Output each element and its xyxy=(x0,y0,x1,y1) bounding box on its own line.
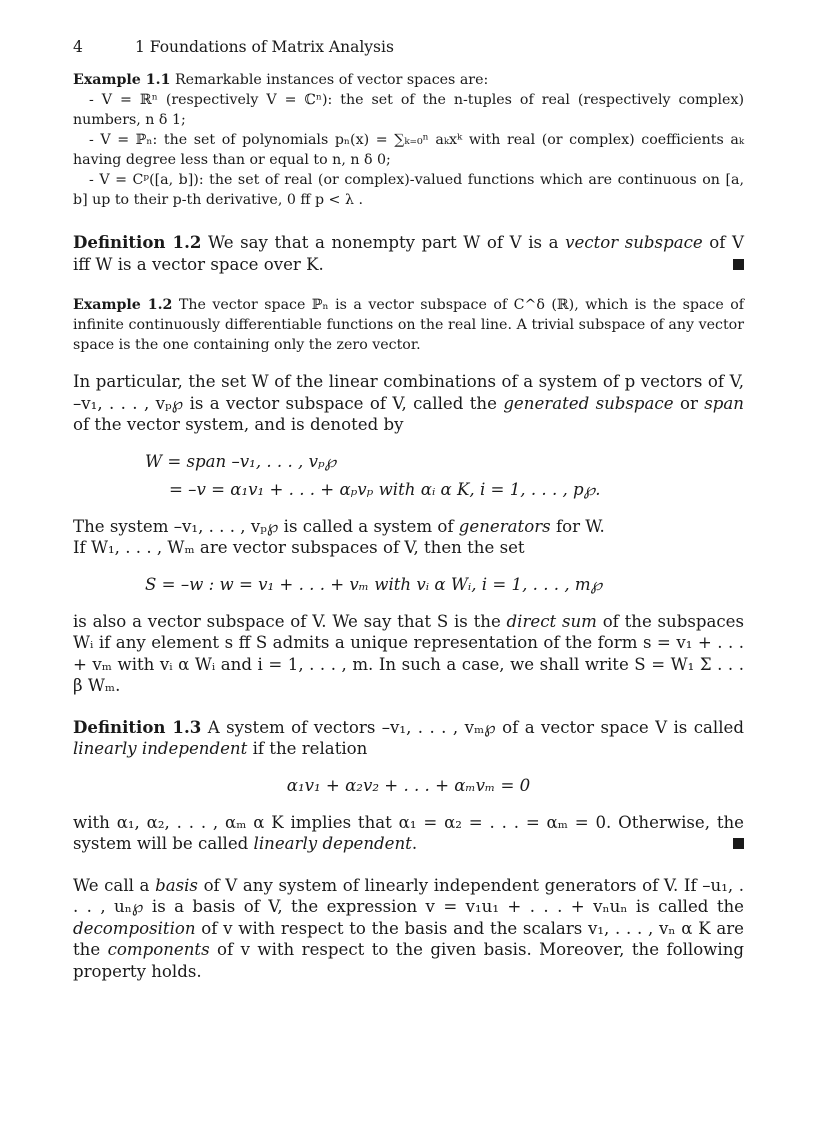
definition-1-2 xyxy=(73,232,744,275)
direct-sum-text-b: of the subspaces Wᵢ if any element s ff S admits a unique representation of the form s = v₁ + . . . + vₘ with vᵢ α Wᵢ and i = 1, . . . , m. In such a case, we shall write S = W₁ Σ . . . β Wₘ. xyxy=(73,611,745,695)
definition-1-3 xyxy=(73,717,744,855)
independence-equation: α₁v₁ + α₂v₂ + . . . + αₘvₘ = 0 xyxy=(286,775,531,795)
basis-term-components: components xyxy=(107,940,210,959)
span-equation xyxy=(73,448,744,504)
span-eq-line1: W = span –v₁, . . . , vₚ℘ xyxy=(145,451,337,471)
example-1-1-label: Example 1.1 xyxy=(73,72,171,88)
page-number: 4 xyxy=(73,38,83,56)
definition-1-3-term: linearly independent xyxy=(73,739,248,758)
direct-sum-term: direct sum xyxy=(506,611,597,631)
span-eq-line2: = –v = α₁v₁ + . . . + αₚvₚ with αᵢ α K, i = 1, . . . , p℘. xyxy=(169,479,601,499)
definition-1-3-text-b: if the relation xyxy=(252,739,368,758)
chapter-title: 1 Foundations of Matrix Analysis xyxy=(135,38,394,56)
page-body xyxy=(73,36,744,982)
basis-text-d: of v with respect to the given basis. Moreover, the following property holds. xyxy=(73,940,744,981)
definition-1-3-text-d: . xyxy=(411,834,418,853)
definition-1-2-term: vector subspace xyxy=(565,233,703,252)
basis-paragraph xyxy=(73,875,744,983)
definition-1-3-text-c: with α₁, α₂, . . . , αₘ α K implies that α₁ = α₂ = . . . = αₘ = 0. Otherwise, the system will be called xyxy=(73,812,744,853)
definition-1-2-text-b: of V iff W is a vector space over K. xyxy=(73,233,744,274)
example-1-1-item3: - V = Cᵖ([a, b]): the set of real (or complex)-valued functions which are continuous on [a, b] up to their p-th derivative, 0 ff p < λ . xyxy=(73,172,744,208)
example-1-1 xyxy=(73,70,744,210)
qed-square-icon xyxy=(733,259,744,270)
direct-sum-text-a: is also a vector subspace of V. We say that S is the xyxy=(73,611,501,631)
example-1-1-intro: Remarkable instances of vector spaces are: xyxy=(174,72,489,88)
span-text-c: of the vector system, and is denoted by xyxy=(73,415,404,434)
span-term-span: span xyxy=(704,393,744,413)
generators-text-a: The system –v₁, . . . , vₚ℘ is called a system of xyxy=(73,516,454,536)
example-1-2-label: Example 1.2 xyxy=(73,297,173,313)
qed-square-icon xyxy=(733,838,744,849)
example-1-2 xyxy=(73,295,744,355)
generators-term: generators xyxy=(458,516,551,536)
definition-1-2-text-a: We say that a nonempty part W of V is a xyxy=(208,233,559,252)
basis-text-b: of V any system of linearly independent generators of V. If –u₁, . . . , uₙ℘ is a basis of V, the expression v = v₁u₁ + . . . + vₙuₙ is called the xyxy=(73,875,745,916)
basis-term-decomposition: decomposition xyxy=(73,918,196,938)
generators-line2: If W₁, . . . , Wₘ are vector subspaces of V, then the set xyxy=(73,538,525,557)
example-1-1-item1: - V = ℝⁿ (respectively V = ℂⁿ): the set of the n-tuples of real (respectively complex) numbers, n δ 1; xyxy=(73,92,744,128)
span-term-generated-subspace: generated subspace xyxy=(503,393,674,413)
span-text-b: or xyxy=(679,393,698,413)
direct-sum-paragraph xyxy=(73,611,744,697)
sum-eq-line: S = –w : w = v₁ + . . . + vₘ with vᵢ α Wᵢ, i = 1, . . . , m℘ xyxy=(145,574,603,594)
generators-paragraph xyxy=(73,516,744,559)
span-paragraph xyxy=(73,371,744,436)
definition-1-2-label: Definition 1.2 xyxy=(73,232,202,252)
basis-term-basis: basis xyxy=(155,875,198,895)
example-1-1-item2: - V = ℙₙ: the set of polynomials pₙ(x) = ∑ₖ₌₀ⁿ aₖxᵏ with real (or complex) coefficients aₖ having degree less than or equal to n, n δ 0; xyxy=(73,132,744,168)
basis-text-a: We call a xyxy=(73,875,150,895)
running-head xyxy=(73,36,744,58)
definition-1-3-label: Definition 1.3 xyxy=(73,716,202,737)
definition-1-3-term2: linearly dependent xyxy=(253,834,412,853)
generators-text-b: for W. xyxy=(555,516,605,536)
definition-1-3-text-a: A system of vectors –v₁, . . . , vₘ℘ of a vector space V is called xyxy=(207,717,744,737)
sum-equation xyxy=(73,571,744,599)
independence-equation-block xyxy=(73,772,744,800)
example-1-2-text: The vector space ℙₙ is a vector subspace of C^δ (ℝ), which is the space of infinite continuously differentiable functions on the real line. A trivial subspace of any vector space is the one containing only the zero vector. xyxy=(73,297,745,353)
basis-text-c: of v with respect to the basis and the scalars v₁, . . . , vₙ α K are the xyxy=(73,918,744,959)
span-text-a: In particular, the set W of the linear combinations of a system of p vectors of V, –v₁, . . . , vₚ℘ is a vector subspace of V, called the xyxy=(73,372,744,413)
